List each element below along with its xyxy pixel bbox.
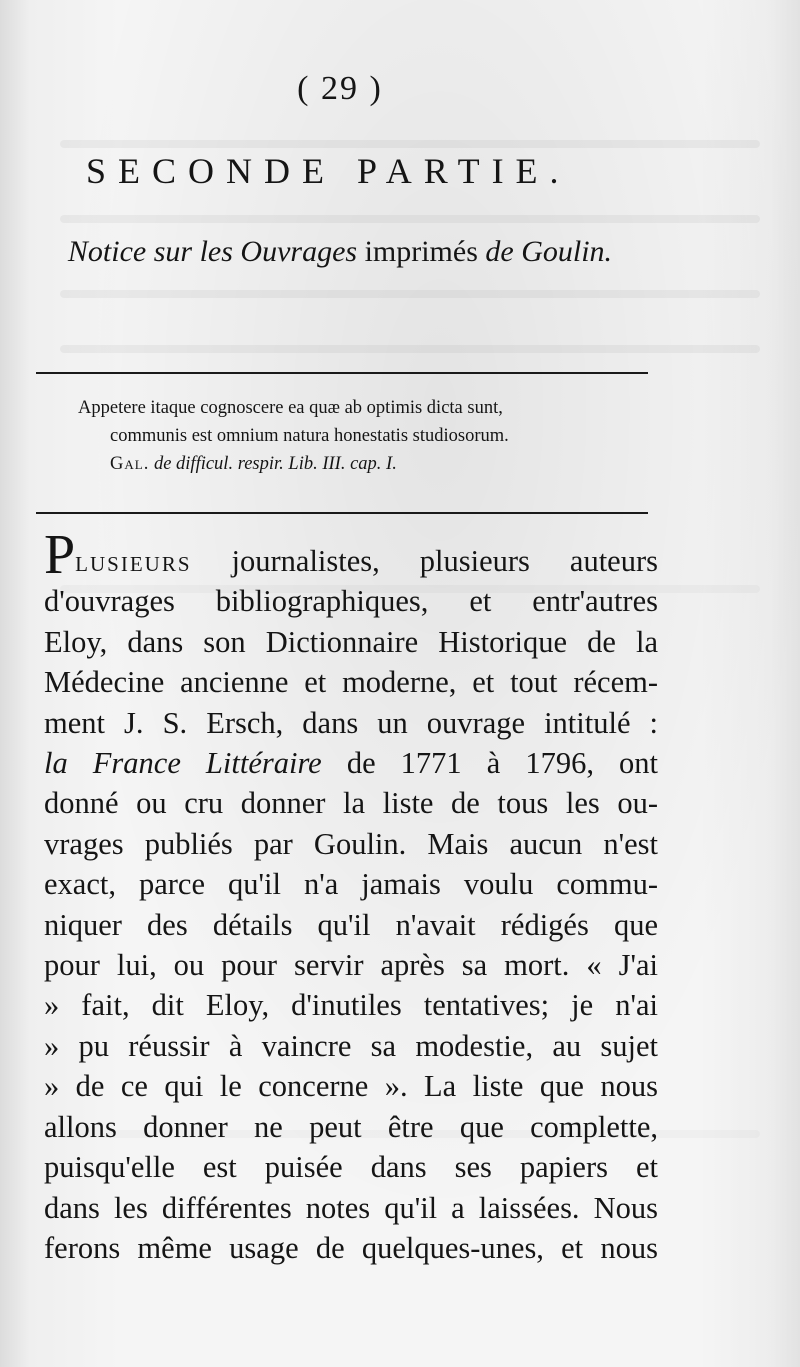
text-line: donné ou cru donner la liste de tous les ou- — [44, 786, 658, 821]
text-line: puisqu'elle est puisée dans ses papiers et — [44, 1150, 658, 1185]
part-title: SECONDE PARTIE. — [86, 151, 571, 191]
text-line: Médecine ancienne et moderne, et tout récem- — [44, 665, 658, 700]
notice-text-italic: Goulin. — [521, 235, 613, 268]
bleed-through-line — [60, 215, 760, 223]
text-line: exact, parce qu'il n'a jamais voulu commu- — [44, 867, 658, 902]
notice-text-italic: Notice sur les Ouvrages — [67, 235, 358, 268]
epigraph-line: Appetere itaque cognoscere ea quæ ab optimis dicta sunt, — [78, 398, 503, 418]
epigraph-author: Gal. — [110, 454, 150, 474]
text-line: ment J. S. Ersch, dans un ouvrage intitulé : — [44, 705, 658, 740]
drop-capital: P — [44, 524, 76, 586]
bottom-rule — [36, 512, 648, 514]
book-title: la France Littéraire — [44, 746, 322, 781]
epigraph — [50, 394, 650, 478]
text-line: d'ouvrages bibliographiques, et entr'autres — [44, 584, 658, 619]
epigraph-line: communis est omnium natura honestatis studiosorum. — [110, 426, 509, 446]
text-line: allons donner ne peut être que complette, — [44, 1109, 658, 1144]
text-line: vrages publiés par Goulin. Mais aucun n'est — [44, 826, 658, 861]
text-line: pour lui, ou pour servir après sa mort. « J'ai — [44, 948, 658, 983]
notice-text-roman: imprimés — [364, 235, 478, 268]
text-line: Eloy, dans son Dictionnaire Historique de la — [44, 624, 658, 659]
text-fragment: de 1771 à 1796, ont — [346, 746, 659, 781]
top-rule — [36, 372, 648, 374]
text-fragment: journalistes, plusieurs auteurs — [231, 544, 658, 578]
text-line: » pu réussir à vaincre sa modestie, au sujet — [44, 1028, 658, 1063]
page-number: ( 29 ) — [297, 70, 383, 107]
text-line: » fait, dit Eloy, d'inutiles tentatives; je n'ai — [44, 988, 658, 1023]
body-paragraph — [44, 524, 659, 1268]
epigraph-citation — [50, 450, 650, 478]
text-line: niquer des détails qu'il n'avait rédigés que — [44, 907, 658, 942]
notice-heading — [50, 230, 630, 274]
notice-text-italic: de — [485, 235, 514, 268]
text-line: » de ce qui le concerne ». La liste que nous — [44, 1069, 658, 1104]
text-line — [44, 524, 658, 586]
text-line — [44, 743, 658, 783]
bleed-through-line — [60, 140, 760, 148]
text-line: ferons même usage de quelques-unes, et nous — [44, 1230, 658, 1265]
bleed-through-line — [60, 345, 760, 353]
small-caps-word: lusieurs — [75, 544, 192, 578]
bleed-through-line — [60, 290, 760, 298]
text-line: dans les différentes notes qu'il a laissées. Nous — [44, 1190, 658, 1225]
epigraph-reference: de difficul. respir. Lib. III. cap. I. — [153, 454, 397, 474]
